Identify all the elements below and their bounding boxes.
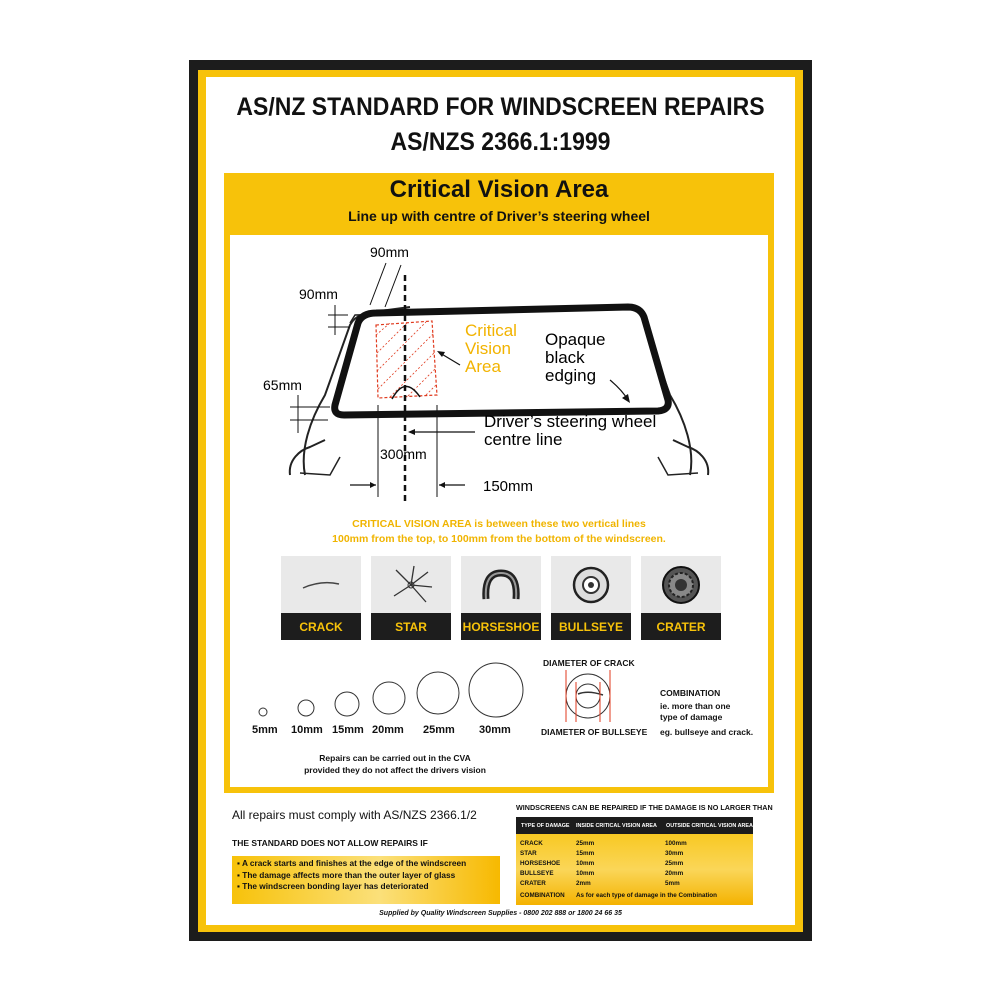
size-20mm: 20mm xyxy=(372,724,404,736)
opaque-label-2: black xyxy=(545,348,585,367)
size-25mm: 25mm xyxy=(423,724,455,736)
crack-icon xyxy=(291,570,351,600)
repairs-note-line2: provided they do not affect the drivers vision xyxy=(304,765,486,775)
combination-line2: type of damage xyxy=(660,712,723,722)
table-cell: 10mm xyxy=(576,870,595,877)
table-cell: STAR xyxy=(520,850,537,857)
table-cell: HORSESHOE xyxy=(520,860,561,867)
not-allowed-list xyxy=(232,856,500,904)
diameter-diagram xyxy=(553,668,623,724)
table-cell: 2mm xyxy=(576,880,591,887)
dim-150: 150mm xyxy=(483,478,534,495)
table-cell: 25mm xyxy=(576,840,595,847)
table-header-outside: OUTSIDE CRITICAL VISION AREA xyxy=(666,823,753,829)
damage-card-bullseye xyxy=(551,556,631,640)
size-10mm: 10mm xyxy=(291,724,323,736)
cva-label-3: Area xyxy=(465,357,501,376)
damage-label-bullseye: BULLSEYE xyxy=(551,613,631,640)
opaque-label-1: Opaque xyxy=(545,330,606,349)
damage-card-horseshoe xyxy=(461,556,541,640)
steering-label-1: Driver’s steering wheel xyxy=(484,412,657,431)
damage-card-star xyxy=(371,556,451,640)
star-break-icon xyxy=(386,562,436,608)
table-cell: CRATER xyxy=(520,880,546,887)
not-allow-heading: THE STANDARD DOES NOT ALLOW REPAIRS IF xyxy=(232,838,428,848)
dim-65: 65mm xyxy=(263,377,302,393)
table-cell: 25mm xyxy=(665,860,684,867)
cva-label-2: Vision xyxy=(465,339,511,358)
damage-card-crack xyxy=(281,556,361,640)
horseshoe-icon xyxy=(476,565,526,605)
cva-frame-right xyxy=(768,235,774,787)
table-cell: 20mm xyxy=(665,870,684,877)
not-allowed-item: ▪ The damage affects more than the outer layer of glass xyxy=(237,869,456,880)
bullseye-icon xyxy=(566,562,616,608)
dim-300: 300mm xyxy=(380,446,427,462)
cva-note-line1: CRITICAL VISION AREA is between these two vertical lines xyxy=(352,518,646,530)
table-cell: 5mm xyxy=(665,880,680,887)
dim-90-top: 90mm xyxy=(370,244,409,260)
table-cell: CRACK xyxy=(520,840,543,847)
cva-subtitle: Line up with centre of Driver’s steering wheel xyxy=(348,208,650,224)
crater-icon xyxy=(656,562,706,608)
dim-90-side: 90mm xyxy=(299,286,338,302)
repair-table-title: WINDSCREENS CAN BE REPAIRED IF THE DAMAGE IS NO LARGER THAN xyxy=(516,803,773,812)
opaque-label-3: edging xyxy=(545,366,597,385)
repairs-note-line1: Repairs can be carried out in the CVA xyxy=(319,753,471,763)
steering-label-2: centre line xyxy=(484,430,563,449)
cva-label-1: Critical xyxy=(465,321,517,340)
diameter-bullseye-label: DIAMETER OF BULLSEYE xyxy=(541,727,648,737)
table-header-inside: INSIDE CRITICAL VISION AREA xyxy=(576,823,657,829)
combination-line1: ie. more than one xyxy=(660,701,731,711)
damage-label-star: STAR xyxy=(371,613,451,640)
table-cell: 30mm xyxy=(665,850,684,857)
table-header-type: TYPE OF DAMAGE xyxy=(521,823,570,829)
cva-frame-bottom xyxy=(224,787,774,793)
not-allowed-item: ▪ The windscreen bonding layer has deteriorated xyxy=(237,881,429,891)
size-5mm: 5mm xyxy=(252,724,278,736)
table-cell: As for each type of damage in the Combination xyxy=(576,892,717,899)
size-15mm: 15mm xyxy=(332,724,364,736)
damage-label-crater: CRATER xyxy=(641,613,721,640)
diameter-crack-label: DIAMETER OF CRACK xyxy=(543,658,635,668)
cva-note-line2: 100mm from the top, to 100mm from the bottom of the windscreen. xyxy=(332,533,666,545)
not-allowed-item: ▪ A crack starts and finishes at the edge of the windscreen xyxy=(237,858,467,868)
damage-label-horseshoe: HORSESHOE xyxy=(461,613,541,640)
table-cell: 100mm xyxy=(665,840,687,847)
windscreen-diagram xyxy=(230,235,768,510)
combination-example: eg. bullseye and crack. xyxy=(660,727,754,737)
repairs-note xyxy=(270,752,520,776)
standard-number: AS/NZS 2366.1:1999 xyxy=(390,128,611,156)
cva-title: Critical Vision Area xyxy=(389,176,609,203)
combination-title: COMBINATION xyxy=(660,688,721,698)
size-30mm: 30mm xyxy=(479,724,511,736)
size-circles xyxy=(240,660,540,720)
comply-statement: All repairs must comply with AS/NZS 2366.1/2 xyxy=(232,808,477,822)
supplier-footer: Supplied by Quality Windscreen Supplies - 0800 202 888 or 1800 24 66 35 xyxy=(379,910,622,917)
table-cell: 15mm xyxy=(576,850,595,857)
table-cell: BULLSEYE xyxy=(520,870,554,877)
table-cell: COMBINATION xyxy=(520,892,565,899)
poster-title: AS/NZ STANDARD FOR WINDSCREEN REPAIRS xyxy=(236,93,765,121)
damage-label-crack: CRACK xyxy=(281,613,361,640)
table-cell: 10mm xyxy=(576,860,595,867)
damage-card-crater xyxy=(641,556,721,640)
